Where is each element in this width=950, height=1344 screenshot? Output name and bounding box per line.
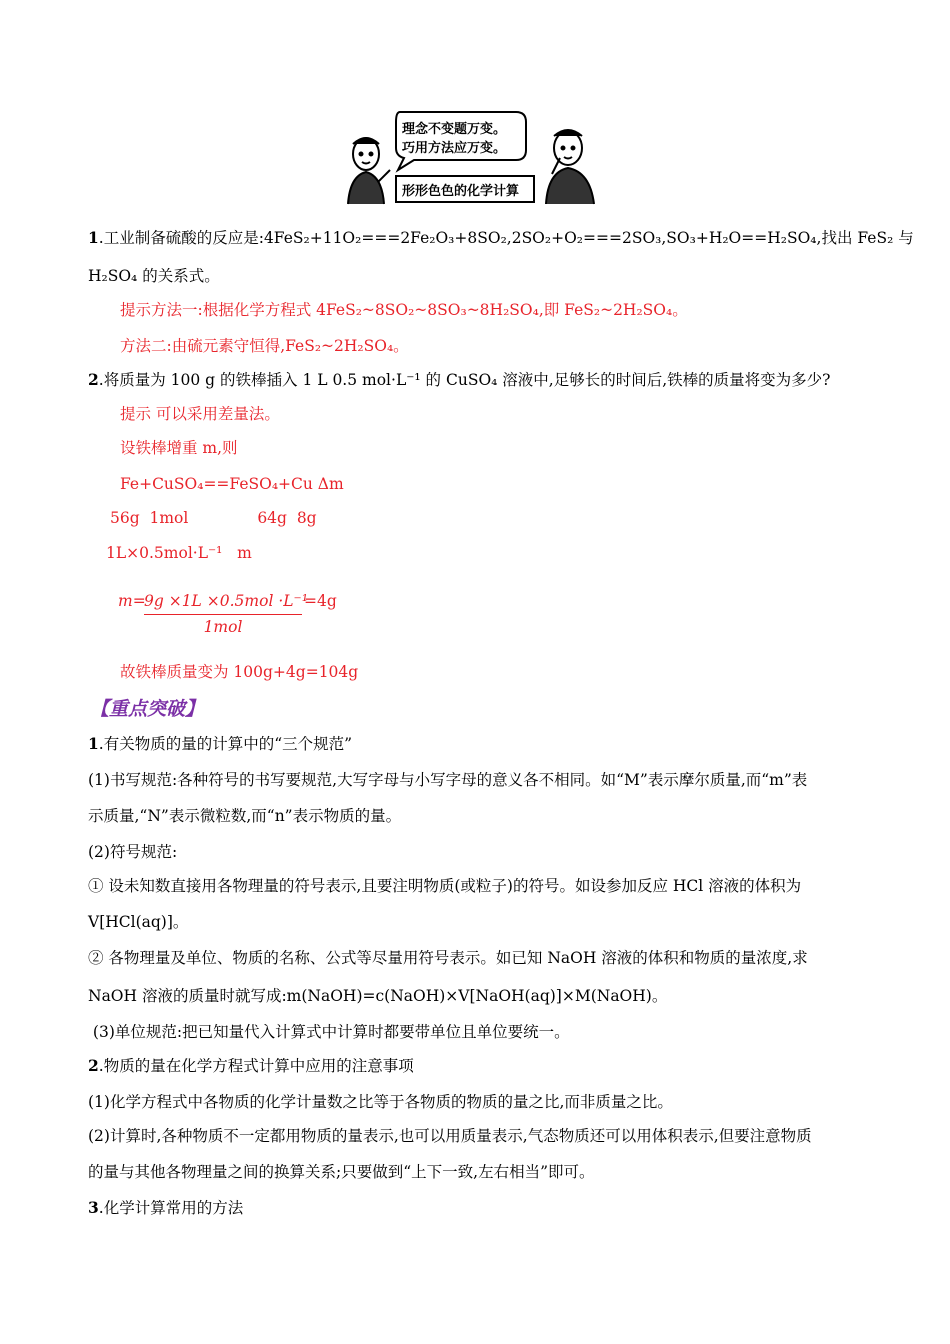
p3-title: .化学计算常用的方法: [98, 1199, 244, 1217]
p2-title-line: [88, 1056, 414, 1076]
fraction-lhs: m=: [118, 592, 146, 610]
p2-s2b: 的量与其他各物理量之间的换算关系;只要做到“上下一致,左右相当”即可。: [88, 1163, 595, 1181]
q2-hint: 提示 可以采用差量法。: [120, 405, 280, 423]
p1-number: 1: [88, 734, 99, 753]
p1-s3: (3)单位规范:把已知量代入计算式中计算时都要带单位且单位要统一。: [88, 1023, 570, 1041]
p2-title: .物质的量在化学方程式计算中应用的注意事项: [98, 1057, 414, 1075]
p2-s2a: (2)计算时,各种物质不一定都用物质的量表示,也可以用质量表示,气态物质还可以用体积表示,但要注意物质: [88, 1127, 812, 1145]
p2-s1: (1)化学方程式中各物质的化学计量数之比等于各物质的物质的量之比,而非质量之比。: [88, 1093, 673, 1111]
p1-title: .有关物质的量的计算中的“三个规范”: [98, 735, 353, 753]
p1-s2d: NaOH 溶液的质量时就写成:m(NaOH)=c(NaOH)×V[NaOH(aq)]×M(NaOH)。: [88, 987, 668, 1005]
q2-row-2: 1L×0.5mol·L⁻¹ m: [106, 544, 252, 562]
banner-title: 形形色色的化学计算: [402, 184, 520, 199]
p1-s2b: V[HCl(aq)]。: [88, 913, 189, 931]
fraction-rhs: =4g: [304, 592, 337, 610]
fraction-numerator: 9g ×1L ×0.5mol ·L⁻¹: [144, 592, 308, 610]
q1-hint-1: 提示方法一:根据化学方程式 4FeS₂~8SO₂~8SO₃~8H₂SO₄,即 FeS₂~2H₂SO₄。: [120, 301, 688, 319]
fraction-denominator: 1mol: [203, 618, 243, 636]
section-heading: 【重点突破】: [90, 698, 205, 720]
banner-illustration: [338, 104, 618, 210]
bubble-line-2: 巧用方法应万变。: [402, 141, 507, 156]
q2-text: .将质量为 100 g 的铁棒插入 1 L 0.5 mol·L⁻¹ 的 CuSO₄ 溶液中,足够长的时间后,铁棒的质量将变为多少?: [98, 371, 831, 389]
p1-title-line: [88, 734, 352, 754]
q2-set: 设铁棒增重 m,则: [120, 439, 238, 457]
q1-hint-2: 方法二:由硫元素守恒得,FeS₂~2H₂SO₄。: [120, 337, 409, 355]
q1-text-a: .工业制备硫酸的反应是:4FeS₂+11O₂===2Fe₂O₃+8SO₂,2SO₂+O₂===2SO₃,SO₃+H₂O==H₂SO₄,找出 FeS₂ 与: [98, 229, 914, 247]
cartoon-characters-icon: [338, 104, 618, 210]
q2-row-1: 56g 1mol 64g 8g: [110, 509, 317, 527]
q2-equation: Fe+CuSO₄==FeSO₄+Cu Δm: [120, 475, 344, 493]
q2-line: [88, 370, 830, 390]
fraction-bar: [144, 614, 302, 615]
p2-number: 2: [88, 1056, 99, 1075]
p1-s2: (2)符号规范:: [88, 843, 178, 861]
q2-result: 故铁棒质量变为 100g+4g=104g: [120, 663, 359, 681]
p1-s2a: ① 设未知数直接用各物理量的符号表示,且要注明物质(或粒子)的符号。如设参加反应 HCl 溶液的体积为: [88, 877, 802, 895]
bubble-line-1: 理念不变题万变。: [402, 122, 507, 137]
q1-text-b: H₂SO₄ 的关系式。: [88, 267, 220, 285]
p1-s2c: ② 各物理量及单位、物质的名称、公式等尽量用符号表示。如已知 NaOH 溶液的体积和物质的量浓度,求: [88, 949, 808, 967]
p3-title-line: [88, 1198, 243, 1218]
p1-s1b: 示质量,“N”表示微粒数,而“n”表示物质的量。: [88, 807, 402, 825]
q1-line-a: [88, 228, 914, 248]
q2-number: 2: [88, 370, 99, 389]
p1-s1a: (1)书写规范:各种符号的书写要规范,大写字母与小写字母的意义各不相同。如“M”表示摩尔质量,而“m”表: [88, 771, 808, 789]
q1-number: 1: [88, 228, 99, 247]
p3-number: 3: [88, 1198, 99, 1217]
